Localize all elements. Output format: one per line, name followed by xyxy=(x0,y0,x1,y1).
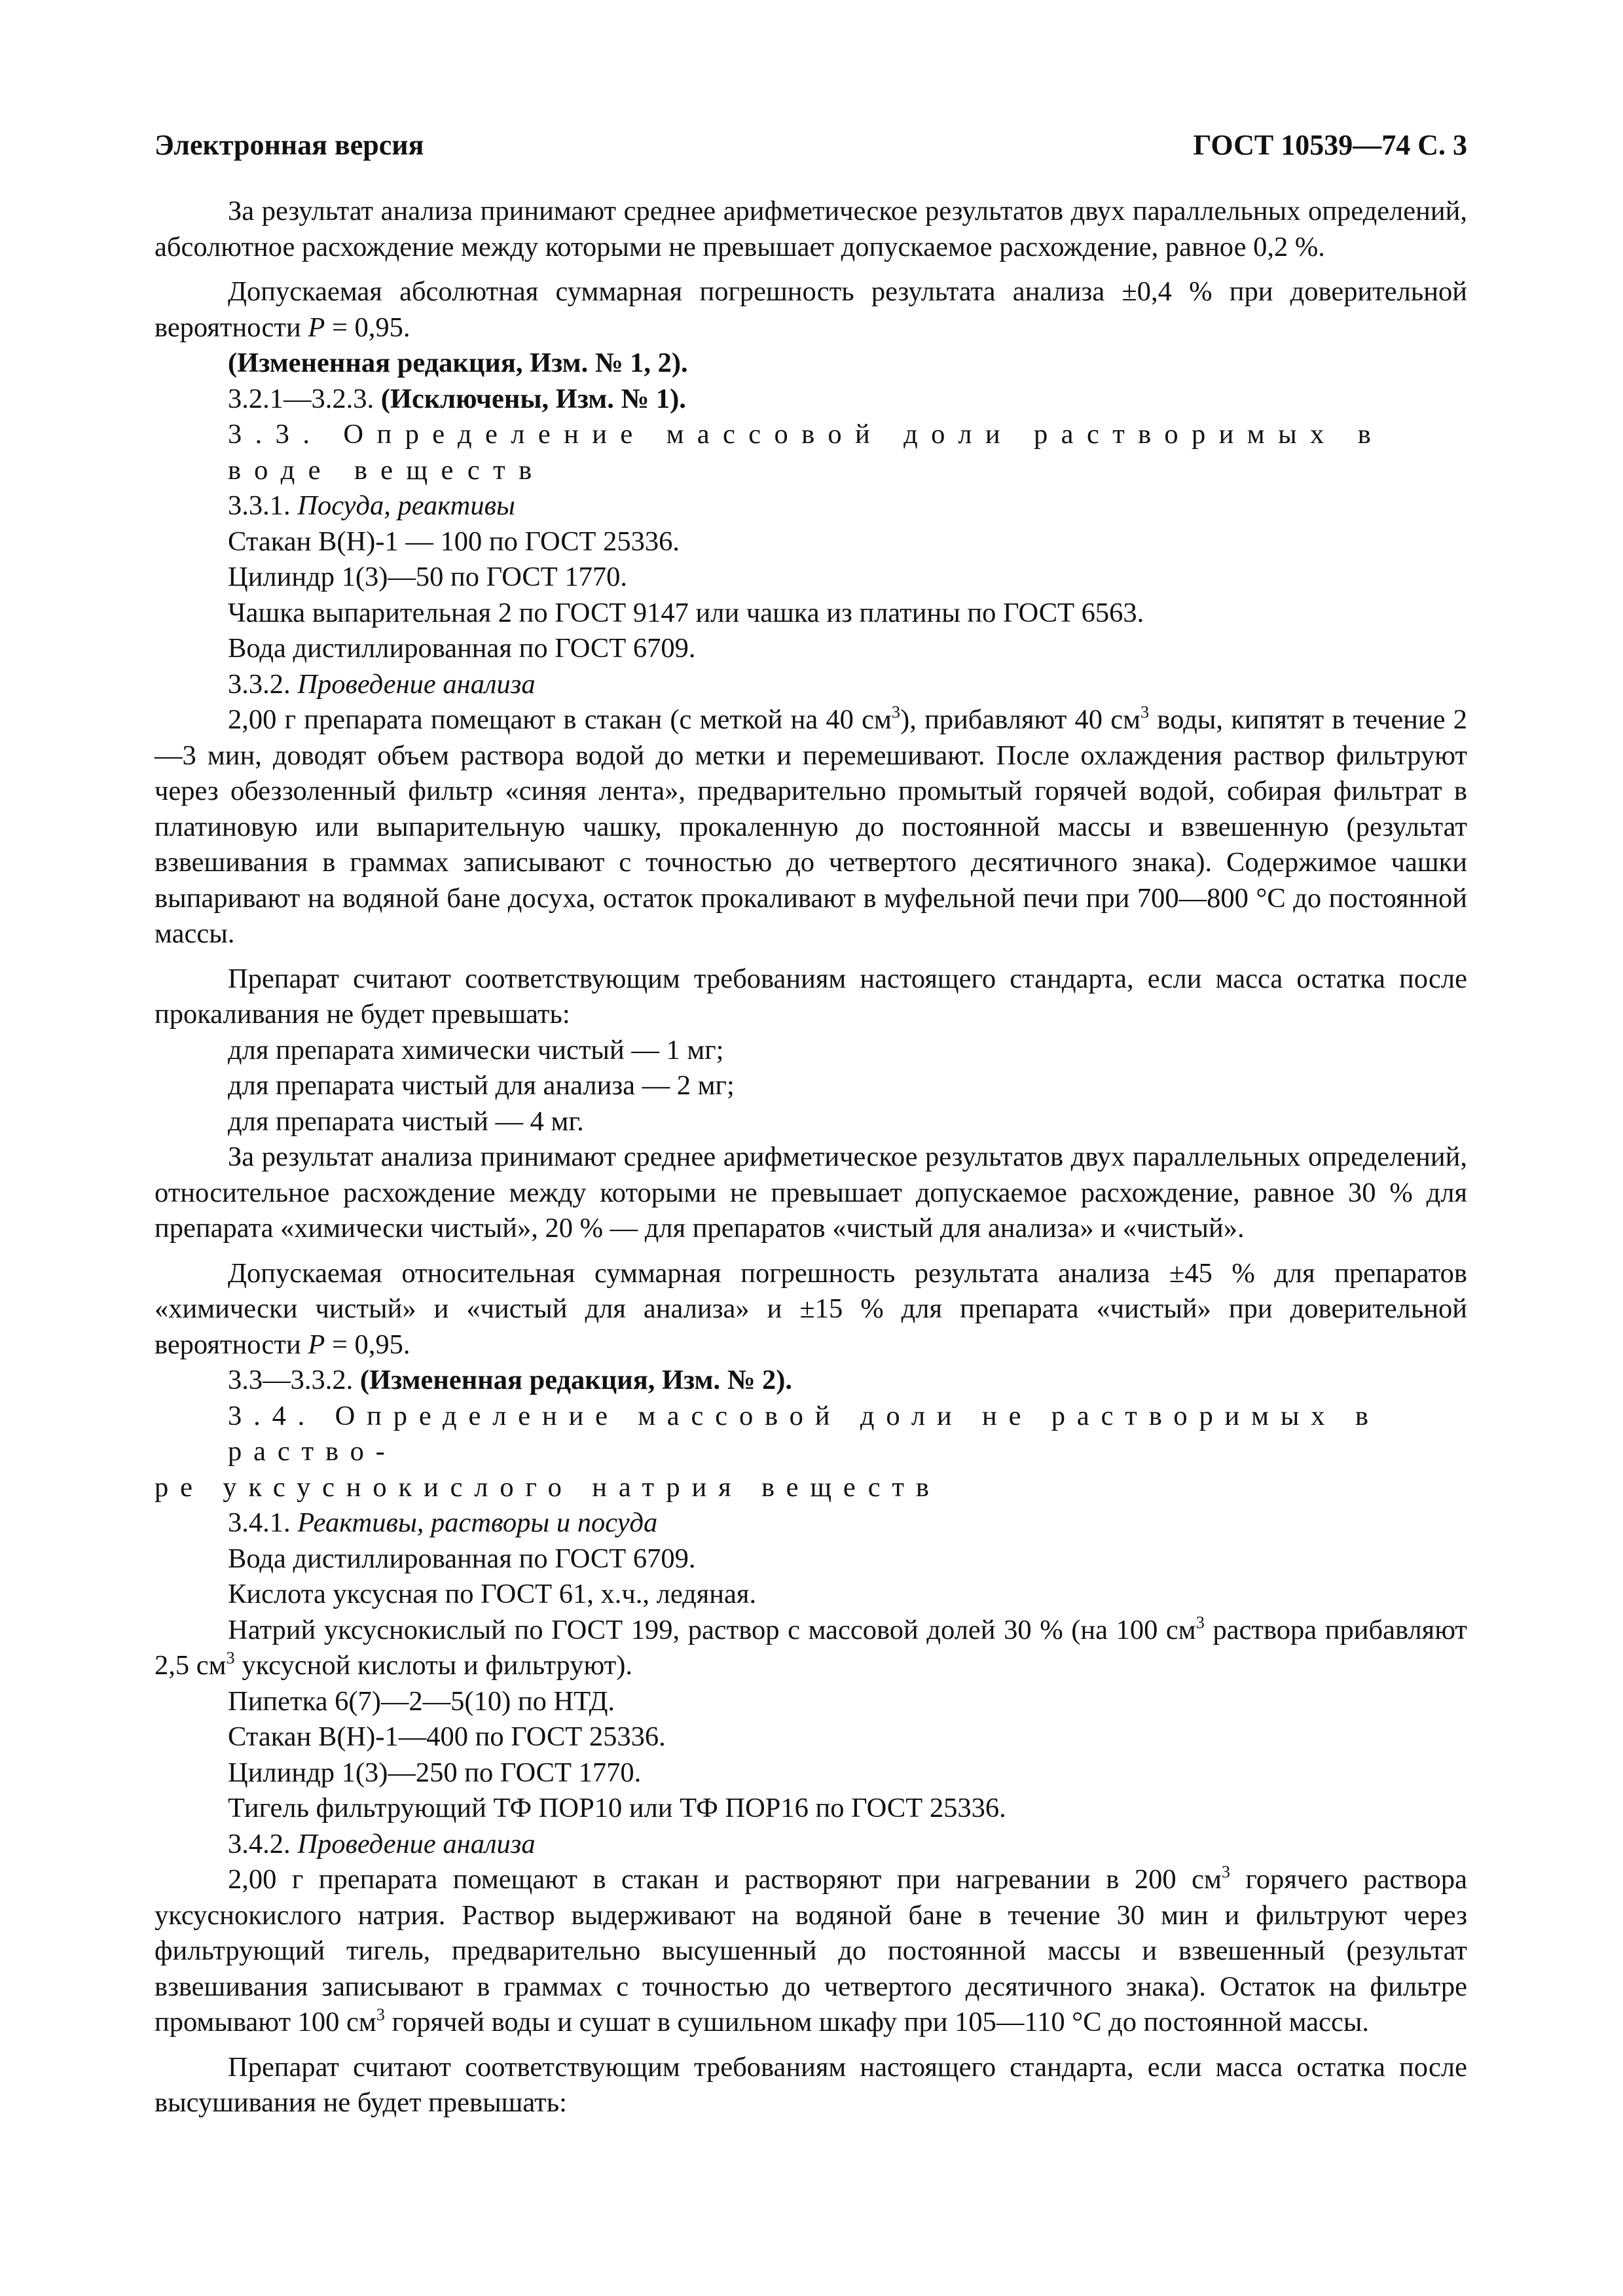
list-item: Вода дистиллированная по ГОСТ 6709. xyxy=(228,633,696,664)
list-item: Вода дистиллированная по ГОСТ 6709. xyxy=(228,1543,696,1574)
list-item: Стакан В(Н)-1 — 100 по ГОСТ 25336. xyxy=(228,526,680,557)
document-body xyxy=(155,194,1467,2121)
section-3-4-heading-cont: ре уксуснокислого натрия веществ xyxy=(155,1471,941,1503)
header-edition-label: Электронная версия xyxy=(155,129,424,161)
list-item: Цилиндр 1(3)—250 по ГОСТ 1770. xyxy=(228,1757,642,1788)
paragraph-error-rel: Допускаемая относительная суммарная погрешность результата анализа ±45 % для препаратов «химически чистый» и «чистый для анализа» и ±15 % для препарата «чистый» при доверительной вероятности P = 0,95. xyxy=(155,1257,1467,1360)
paragraph-error-abs: Допускаемая абсолютная суммарная погрешность результата анализа ±0,4 % при доверительной вероятности P = 0,95. xyxy=(155,276,1467,343)
list-item: для препарата химически чистый — 1 мг; xyxy=(228,1034,724,1066)
paragraph-criteria-2: Препарат считают соответствующим требованиям настоящего стандарта, если масса остатка после высушивания не будет превышать: xyxy=(155,2051,1467,2118)
list-item: для препарата чистый для анализа — 2 мг; xyxy=(228,1070,735,1101)
list-item: Тигель фильтрующий ТФ ПОР10 или ТФ ПОР16 по ГОСТ 25336. xyxy=(228,1793,1006,1823)
header-standard-page: ГОСТ 10539—74 С. 3 xyxy=(1193,129,1467,161)
subsection-3-4-1: 3.4.1. Реактивы, растворы и посуда xyxy=(228,1507,658,1538)
list-item: Кислота уксусная по ГОСТ 61, х.ч., ледяная. xyxy=(228,1579,757,1609)
subsection-3-3-2: 3.3.2. Проведение анализа xyxy=(228,668,536,700)
subsection-3-4-2: 3.4.2. Проведение анализа xyxy=(228,1828,536,1859)
list-item: Пипетка 6(7)—2—5(10) по НТД. xyxy=(228,1685,615,1717)
list-item: для препарата чистый — 4 мг. xyxy=(228,1105,584,1137)
amendment-note-1: (Измененная редакция, Изм. № 1, 2). xyxy=(228,348,688,378)
list-item: Стакан В(Н)-1—400 по ГОСТ 25336. xyxy=(228,1721,666,1752)
page-header xyxy=(155,128,1467,162)
paragraph-criteria-1: Препарат считают соответствующим требованиям настоящего стандарта, если масса остатка после прокаливания не будет превышать: xyxy=(155,963,1467,1030)
section-3-4-heading: 3.4. Определение массовой доли не растворимых в раство- xyxy=(228,1400,1380,1467)
excluded-note: 3.2.1—3.2.3. (Исключены, Изм. № 1). xyxy=(228,383,686,414)
paragraph-result-abs: За результат анализа принимают среднее арифметическое результатов двух параллельных определений, абсолютное расхождение между которыми не превышает допускаемое расхождение, равное 0,2 %. xyxy=(155,196,1467,262)
paragraph-procedure-2: 2,00 г препарата помещают в стакан и растворяют при нагревании в 200 $см^3$ горячего раствора уксуснокислого натрия. Раствор выдерживают на водяной бане в течение 30 мин и фильтруют через фильтрующий тигель, предварительно высушенный до постоянной массы и взвешенный (результат взвешивания записывают в граммах с точностью до четвертого десятичного знака). Остаток на фильтре промывают 100 $см^3$ горячей воды и сушат в сушильном шкафу при 105—110 °С до постоянной массы. xyxy=(155,1862,1467,2037)
amendment-note-2: 3.3—3.3.2. (Измененная редакция, Изм. № 2). xyxy=(228,1365,793,1395)
paragraph-procedure-1: 2,00 г препарата помещают в стакан (с меткой на 40 $см^3$), прибавляют 40 $см^3$ воды, кипятят в течение 2—3 мин, доводят объем раствора водой до метки и перемешивают. После охлаждения раствор фильтруют через обеззоленный фильтр «синяя лента», предварительно промытый горячей водой, собирая фильтрат в платиновую или выпарительную чашку, прокаленную до постоянной массы и взвешенную (результат взвешивания в граммах записывают с точностью до четвертого десятичного знака). Содержимое чашки выпаривают на водяной бане досуха, остаток прокаливают в муфельной печи при 700—800 °С до постоянной массы. xyxy=(155,702,1467,949)
subsection-3-3-1: 3.3.1. Посуда, реактивы xyxy=(228,490,515,521)
list-item: Цилиндр 1(3)—50 по ГОСТ 1770. xyxy=(228,562,627,592)
paragraph-result-rel: За результат анализа принимают среднее арифметическое результатов двух параллельных определений, относительное расхождение между которыми не превышает допускаемое расхождение, равное 30 % для препарата «химически чистый», 20 % — для препаратов «чистый для анализа» и «чистый». xyxy=(155,1141,1467,1244)
section-3-3-heading: 3.3. Определение массовой доли растворимых в воде веществ xyxy=(228,419,1385,486)
paragraph-reagent-sodium-acetate: Натрий уксуснокислый по ГОСТ 199, раствор с массовой долей 30 % (на 100 $см^3$ раствора прибавляют 2,5 $см^3$ уксусной кислоты и фильтруют). xyxy=(155,1613,1467,1681)
list-item: Чашка выпарительная 2 по ГОСТ 9147 или чашка из платины по ГОСТ 6563. xyxy=(228,597,1144,628)
